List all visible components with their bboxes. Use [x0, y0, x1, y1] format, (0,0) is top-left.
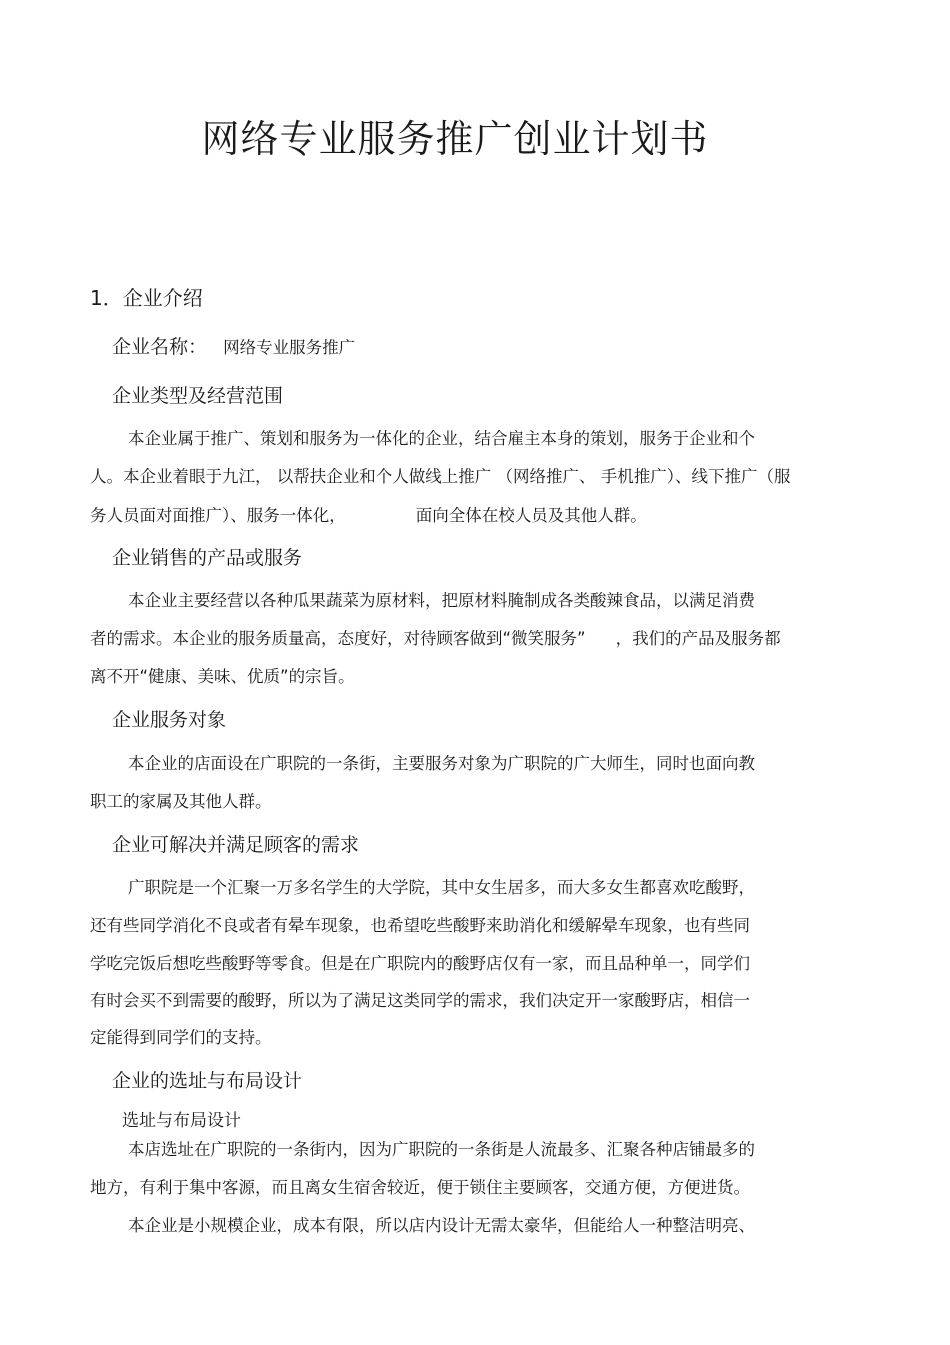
paragraph-line: 本店选址在广职院的一条街内，因为广职院的一条街是人流最多、汇聚各种店铺最多的 — [128, 1140, 755, 1159]
paragraph-line: 本企业主要经营以各种瓜果蔬菜为原材料，把原材料腌制成各类酸辣食品，以满足消费 — [128, 591, 755, 610]
document-title: 网络专业服务推广创业计划书 — [201, 117, 709, 161]
paragraph-line: 还有些同学消化不良或者有晕车现象，也希望吃些酸野来助消化和缓解晕车现象，也有些同 — [90, 916, 750, 935]
paragraph-segment: 面向全体在校人员及其他人群。 — [415, 506, 647, 525]
minor-heading-location: 选址与布局设计 — [122, 1111, 241, 1131]
paragraph-line: 定能得到同学们的支持。 — [90, 1028, 272, 1047]
paragraph-line: 本企业是小规模企业，成本有限，所以店内设计无需太豪华，但能给人一种整洁明亮、 — [128, 1216, 755, 1235]
paragraph-line: 地方，有利于集中客源，而且离女生宿舍较近，便于锁住主要顾客，交通方便，方便进货。 — [90, 1178, 750, 1197]
paragraph-line — [90, 625, 781, 649]
paragraph-line: 离不开“健康、美味、优质”的宗旨。 — [90, 667, 355, 686]
subheading-service-target: 企业服务对象 — [112, 709, 227, 731]
subheading-products: 企业销售的产品或服务 — [112, 547, 303, 569]
section-heading-company-intro: 1．企业介绍 — [90, 286, 203, 310]
paragraph-line: 学吃完饭后想吃些酸野等零食。但是在广职院内的酸野店仅有一家，而且品种单一，同学们 — [90, 954, 750, 973]
company-name-value: 网络专业服务推广 — [223, 338, 356, 357]
subheading-location-layout: 企业的选址与布局设计 — [112, 1070, 303, 1092]
paragraph-line: 本企业的店面设在广职院的一条街，主要服务对象为广职院的广大师生，同时也面向教 — [128, 754, 755, 773]
paragraph-line: 人。本企业着眼于九江， 以帮扶企业和个人做线上推广 （网络推广、 手机推广）、线下推广（服 — [90, 467, 791, 486]
paragraph-line: 广职院是一个汇聚一万多名学生的大学院，其中女生居多，而大多女生都喜欢吃酸野， — [128, 878, 755, 897]
paragraph-line: 有时会买不到需要的酸野，所以为了满足这类同学的需求，我们决定开一家酸野店，相信一 — [90, 991, 750, 1010]
paragraph-segment: 者的需求。本企业的服务质量高，态度好，对待顾客做到“微笑服务” — [90, 629, 586, 648]
subheading-type-scope: 企业类型及经营范围 — [112, 385, 284, 407]
paragraph-segment: 务人员面对面推广）、服务一体化， — [90, 506, 346, 525]
paragraph-line: 职工的家属及其他人群。 — [90, 792, 272, 811]
company-name-row — [112, 332, 355, 359]
company-name-label: 企业名称： — [112, 336, 208, 358]
paragraph-segment: ，我们的产品及服务都 — [615, 629, 781, 648]
paragraph-line — [90, 502, 647, 526]
subheading-customer-needs: 企业可解决并满足顾客的需求 — [112, 834, 360, 856]
paragraph-line: 本企业属于推广、策划和服务为一体化的企业，结合雇主本身的策划，服务于企业和个 — [128, 429, 755, 448]
